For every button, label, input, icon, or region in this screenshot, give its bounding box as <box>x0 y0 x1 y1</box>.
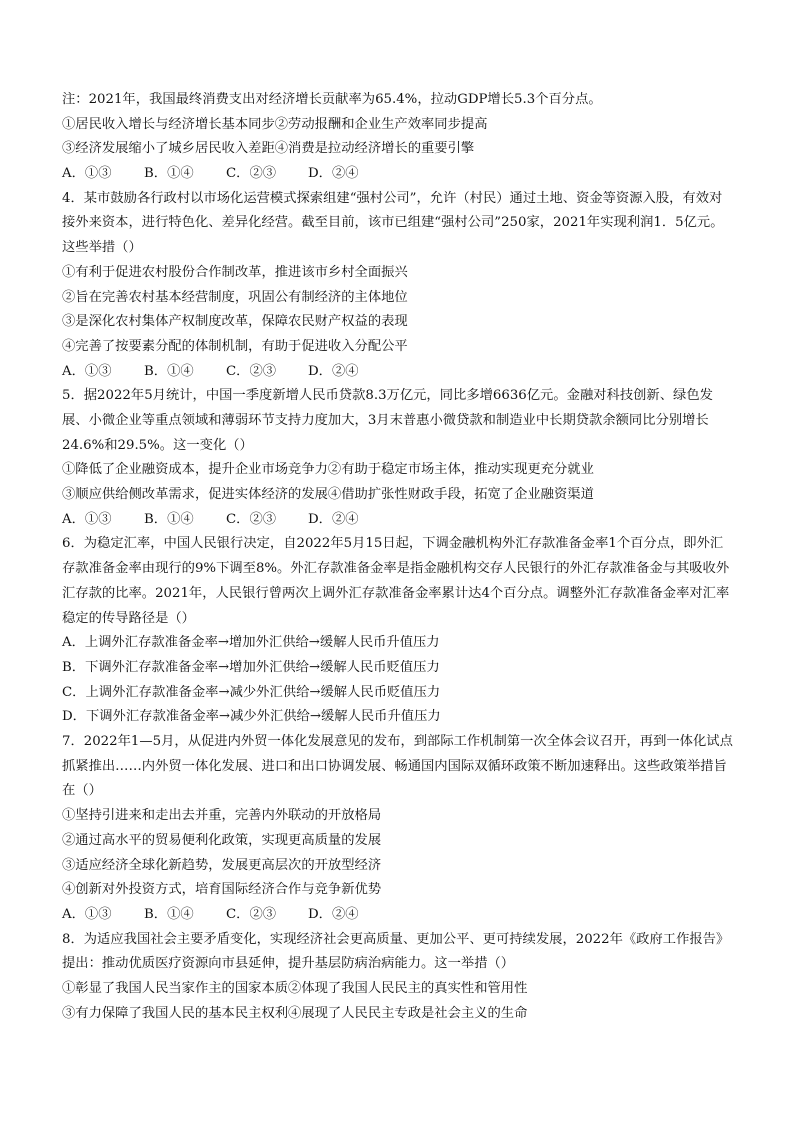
q6-option-c: C．上调外汇存款准备金率→减少外汇供给→缓解人民币贬值压力 <box>62 684 441 700</box>
q5-option-a: A．①③ <box>62 511 112 527</box>
q7-statement-2: ②通过高水平的贸易便利化政策，实现更高质量的发展 <box>62 832 382 848</box>
q7-statement-3: ③适应经济全球化新趋势，发展更高层次的开放型经济 <box>62 857 382 873</box>
q7-option-b: B．①④ <box>144 906 194 922</box>
q7-option-c: C．②③ <box>226 906 277 922</box>
q4-statement-4: ④完善了按要素分配的体制机制，有助于促进收入分配公平 <box>62 338 408 354</box>
q4-option-b: B．①④ <box>144 363 194 379</box>
q4-options <box>62 360 734 385</box>
q7-stem: 7．2022年1—5月，从促进内外贸一体化发展意见的发布，到部际工作机制第一次全体会议召开，再到一体化试点抓紧推出……内外贸一体化发展、进口和出口协调发展、畅通国内国际双循环政策不断加速释出。这些政策举措旨在（） <box>62 734 733 799</box>
q5-option-b: B．①④ <box>144 511 194 527</box>
q5-option-d: D．②④ <box>308 511 359 527</box>
q6-option-a: A．上调外汇存款准备金率→增加外汇供给→缓解人民币升值压力 <box>62 635 440 651</box>
q7-options <box>62 903 734 928</box>
q8-stem: 8．为适应我国社会主要矛盾变化，实现经济社会更高质量、更加公平、更可持续发展，2022年《政府工作报告》提出：推动优质医疗资源向市县延伸，提升基层防病治病能力。这一举措（） <box>62 931 730 972</box>
q4-option-c: C．②③ <box>226 363 277 379</box>
q4-statement-2: ②旨在完善农村基本经营制度，巩固公有制经济的主体地位 <box>62 289 408 305</box>
q7-option-d: D．②④ <box>308 906 359 922</box>
q5-statement-1-2: ①降低了企业融资成本，提升企业市场竞争力②有助于稳定市场主体，推动实现更充分就业 <box>62 462 594 478</box>
q5-option-c: C．②③ <box>226 511 277 527</box>
q4-statement-3: ③是深化农村集体产权制度改革，保障农民财产权益的表现 <box>62 314 408 330</box>
q7-statement-1: ①坚持引进来和走出去并重，完善内外联动的开放格局 <box>62 808 382 824</box>
q3-option-d: D．②④ <box>308 166 359 182</box>
q3-option-a: A．①③ <box>62 166 112 182</box>
q5-options <box>62 508 734 533</box>
q6-option-b: B．下调外汇存款准备金率→增加外汇供给→缓解人民币贬值压力 <box>62 659 440 675</box>
q5-statement-3-4: ③顺应供给侧改革需求，促进实体经济的发展④借助扩张性财政手段，拓宽了企业融资渠道 <box>62 487 594 503</box>
q8-statement-3-4: ③有力保障了我国人民的基本民主权利④展现了人民民主专政是社会主义的生命 <box>62 1005 528 1021</box>
q7-option-a: A．①③ <box>62 906 112 922</box>
q3-option-c: C．②③ <box>226 166 277 182</box>
q3-option-b: B．①④ <box>144 166 194 182</box>
q4-option-a: A．①③ <box>62 363 112 379</box>
q4-option-d: D．②④ <box>308 363 359 379</box>
q3-options <box>62 162 734 187</box>
q6-option-d: D．下调外汇存款准备金率→减少外汇供给→缓解人民币升值压力 <box>62 709 441 725</box>
exam-page <box>62 88 734 1026</box>
q5-stem: 5．据2022年5月统计，中国一季度新增人民币贷款8.3万亿元，同比多增6636亿元。金融对科技创新、绿色发展、小微企业等重点领域和薄弱环节支持力度加大，3月末普惠小微贷款和制造业中长期贷款余额同比分别增长24.6%和29.5%。这一变化（） <box>62 388 713 453</box>
q8-statement-1-2: ①彰显了我国人民当家作主的国家本质②体现了我国人民民主的真实性和管用性 <box>62 980 528 996</box>
q3-statement-3-4: ③经济发展缩小了城乡居民收入差距④消费是拉动经济增长的重要引擎 <box>62 141 475 157</box>
q6-stem: 6．为稳定汇率，中国人民银行决定，自2022年5月15日起，下调金融机构外汇存款准备金率1个百分点，即外汇存款准备金率由现行的9%下调至8%。外汇存款准备金率是指金融机构交存人民银行的外汇存款准备金与其吸收外汇存款的比率。2021年，人民银行曾两次上调外汇存款准备金率累计达4个百分点。调整外汇存款准备金率对汇率稳定的传导路径是（） <box>62 536 730 626</box>
q3-statement-1-2: ①居民收入增长与经济增长基本同步②劳动报酬和企业生产效率同步提高 <box>62 116 488 132</box>
chart-note: 注：2021年，我国最终消费支出对经济增长贡献率为65.4%，拉动GDP增长5.3个百分点。 <box>62 92 602 107</box>
q4-stem: 4．某市鼓励各行政村以市场化运营模式探索组建“强村公司”，允许（村民）通过土地、资金等资源入股，有效对接外来资本，进行特色化、差异化经营。截至目前，该市已组建“强村公司”250家，2021年实现利润1．5亿元。这些举措（） <box>62 190 724 256</box>
q7-statement-4: ④创新对外投资方式，培育国际经济合作与竞争新优势 <box>62 882 382 898</box>
q4-statement-1: ①有利于促进农村股份合作制改革，推进该市乡村全面振兴 <box>62 264 408 280</box>
